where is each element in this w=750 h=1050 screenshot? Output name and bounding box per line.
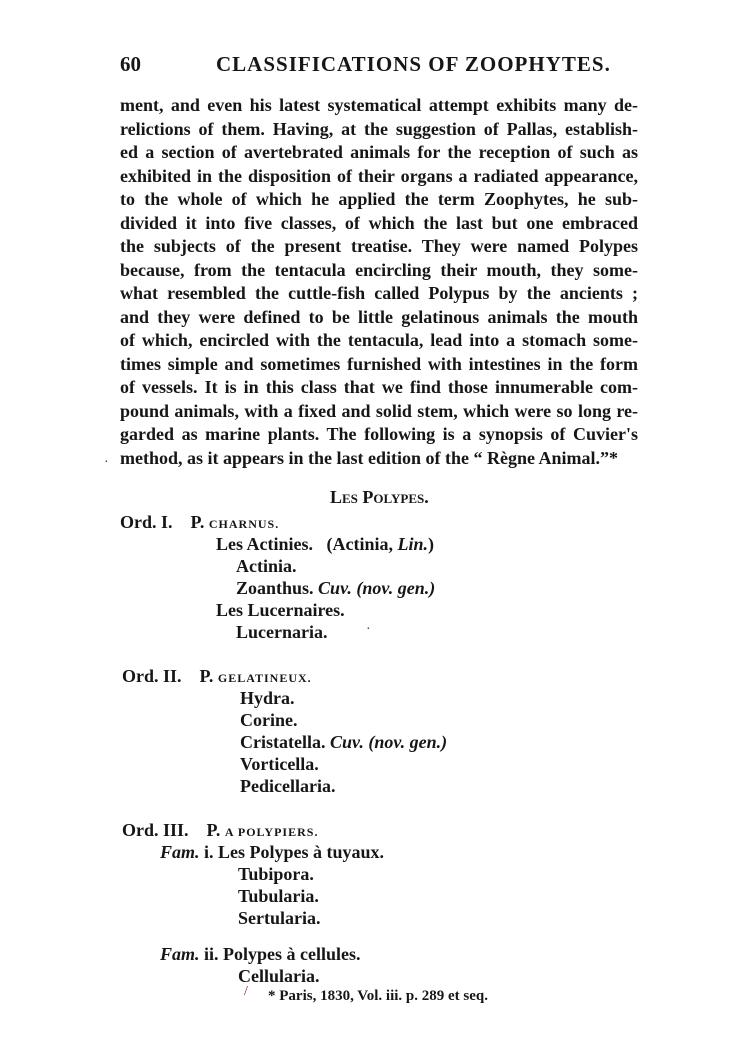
authority: Cuv. [329,732,364,752]
body-line: what resembled the cuttle-fish called Polypus by the ancients ; [120,283,638,303]
synopsis-title: Les Polypes. [330,487,429,507]
genus-note: (nov. gen.) [368,732,448,752]
genus-entry: Corine. [240,710,298,730]
order-p: P. [206,820,221,840]
body-line: of vessels. It is in this class that we find those innumerable com- [120,377,638,397]
genus-entry: Pedicellaria. [240,776,336,796]
body-line: garded as marine plants. The following is a synopsis of Cuvier's [120,424,638,444]
body-line: exhibited in the disposition of their organs a radiated appearance, [120,165,638,186]
body-line: of which, encircled with the tentacula, lead into a stomach some- [120,330,638,350]
order-label: Ord. II. [122,666,182,686]
body-line: the subjects of the present treatise. They were named Polypes [120,236,638,256]
order-p: P. [199,666,214,686]
genus-entry [240,732,447,753]
family-entry [216,534,434,555]
genus-entry: Tubipora. [238,864,314,884]
page-header [120,52,638,84]
genus-name: Zoanthus. [236,578,314,598]
running-head: CLASSIFICATIONS OF ZOOPHYTES. [216,52,611,76]
genus-entry: Lucernaria. [236,622,328,642]
family-entry: Les Lucernaires. [216,600,345,620]
body-line: times simple and sometimes furnished with intestines in the form [120,353,638,374]
authority: Lin. [397,534,429,554]
body-line: method, as it appears in the last edition of the “ Règne Animal.”* [120,447,619,468]
order-heading [122,820,318,841]
body-line: ment, and even his latest systematical attempt exhibits many de- [120,95,638,115]
family-label: Fam. [160,944,200,964]
synonym-open: (Actinia, [326,534,393,554]
body-line: ed a section of avertebrated animals for the reception of such as [120,142,638,162]
family-entry [160,842,384,863]
genus-entry: Sertularia. [238,908,321,928]
genus-entry: Actinia. [236,556,297,576]
genus-entry: Hydra. [240,688,295,708]
body-paragraph [120,94,638,470]
genus-name: Cristatella. [240,732,326,752]
body-line: divided it into five classes, of which the last but one embraced [120,212,638,233]
family-name: i. Les Polypes à tuyaux. [204,842,385,862]
family-name: ii. Polypes à cellules. [204,944,361,964]
genus-note: (nov. gen.) [356,578,436,598]
genus-entry: Vorticella. [240,754,319,774]
body-line: pound animals, with a fixed and solid stem, which were so long re- [120,400,638,421]
family-entry [160,944,361,965]
body-line: to the whole of which he applied the term Zoophytes, he sub- [120,189,638,209]
body-line: and they were defined to be little gelatinous animals the mouth [120,306,638,327]
body-line: because, from the tentacula encircling their mouth, they some- [120,259,638,280]
footnote: * Paris, 1830, Vol. iii. p. 289 et seq. [268,988,489,1004]
scan-speck: · [104,455,109,470]
genus-entry: Tubularia. [238,886,319,906]
order-p: P. [190,512,205,532]
scan-speck: · [366,622,371,637]
order-heading [120,512,279,533]
genus-entry: Cellularia. [238,966,320,986]
order-label: Ord. III. [122,820,189,840]
family-label: Fam. [160,842,200,862]
order-label: Ord. I. [120,512,173,532]
page-number: 60 [120,52,141,76]
order-name: CHARNUS. [208,517,280,531]
order-name: A POLYPIERS. [224,825,319,839]
ink-mark-icon: / [244,984,248,999]
order-heading [122,666,312,687]
synonym-close: ) [428,534,435,554]
body-line: relictions of them. Having, at the suggestion of Pallas, establish- [120,118,638,139]
family-name: Les Actinies. [216,534,313,554]
authority: Cuv. [318,578,352,598]
genus-entry [236,578,435,599]
order-name: GELATINEUX. [217,671,312,685]
